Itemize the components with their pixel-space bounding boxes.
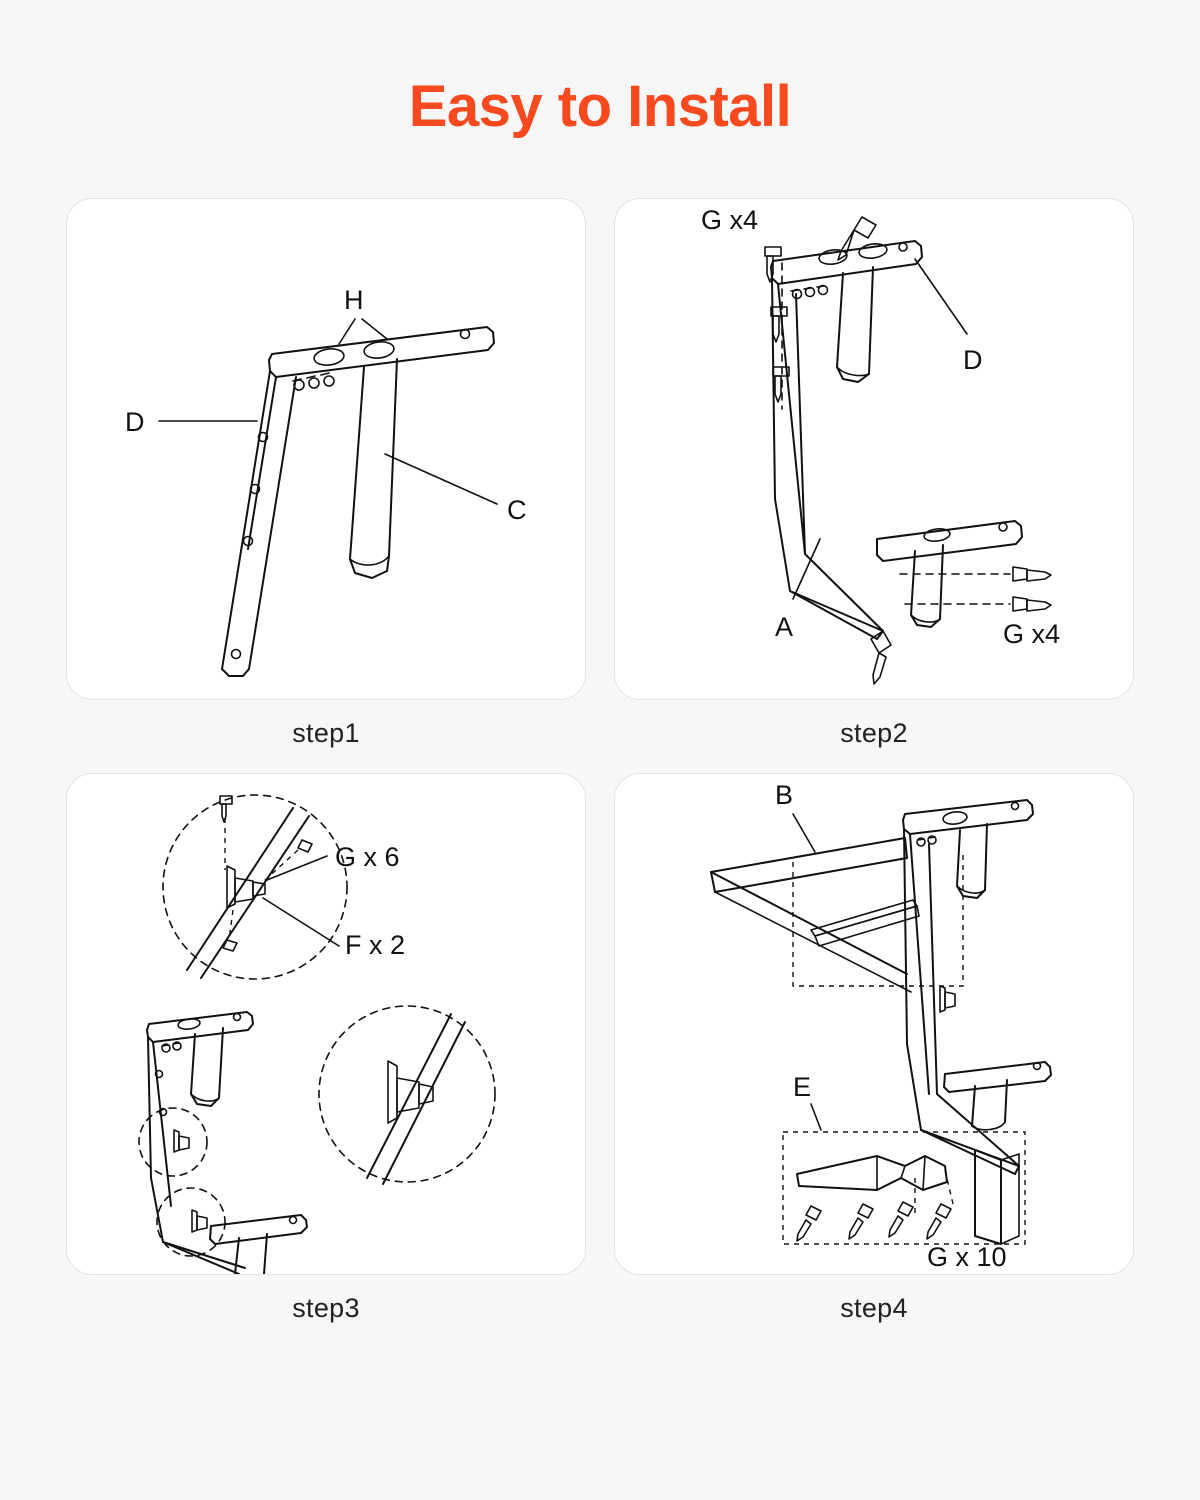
step1-panel: [66, 198, 586, 700]
hardware-label-G: G x 10: [927, 1242, 1007, 1272]
part-label-C: C: [507, 495, 527, 525]
hardware-label-G-bottom: G x4: [1003, 619, 1061, 649]
hardware-label-G: G x 6: [335, 842, 400, 872]
part-label-D: D: [125, 407, 145, 437]
step-cell-2: [614, 198, 1134, 749]
page-title: Easy to Install: [408, 74, 792, 139]
part-label-H: H: [344, 285, 364, 315]
step3-caption: step3: [292, 1293, 360, 1323]
step1-caption: step1: [292, 718, 360, 748]
step2-caption: step2: [840, 718, 908, 748]
part-label-E: E: [793, 1072, 812, 1102]
step4-panel: [614, 773, 1134, 1275]
step-cell-3: [66, 773, 586, 1324]
step4-caption: step4: [840, 1293, 908, 1323]
hardware-label-G-top: G x4: [701, 205, 759, 235]
step3-panel: [66, 773, 586, 1275]
part-label-A: A: [775, 612, 794, 642]
hardware-label-F: F x 2: [345, 930, 406, 960]
part-label-D: D: [963, 345, 983, 375]
step-cell-1: [66, 198, 586, 749]
step2-panel: [614, 198, 1134, 700]
part-label-B: B: [775, 780, 794, 810]
steps-grid: [0, 198, 1200, 1324]
step-cell-4: [614, 773, 1134, 1324]
